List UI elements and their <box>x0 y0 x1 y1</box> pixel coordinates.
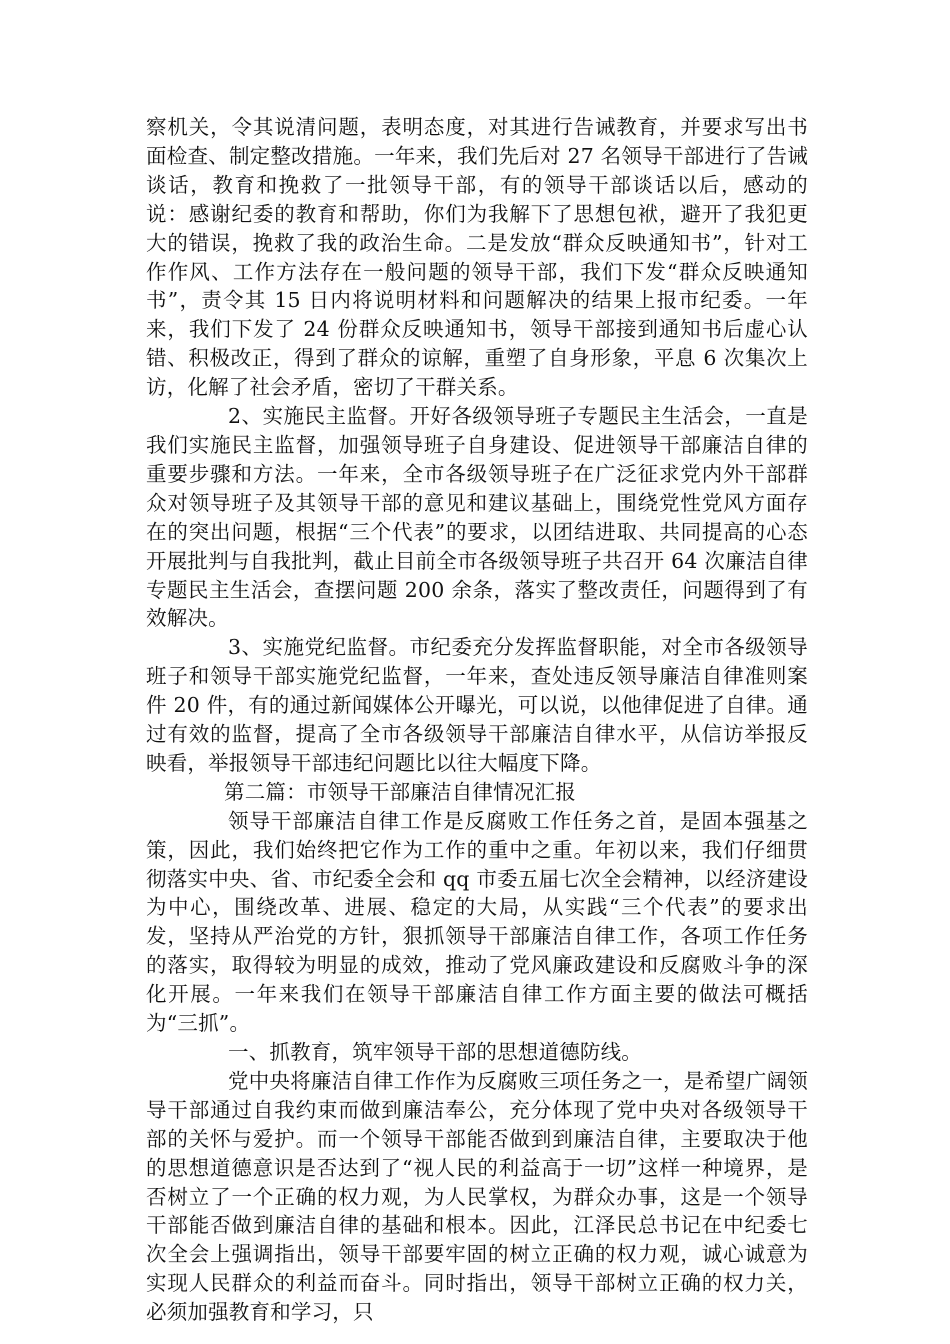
paragraph-7-central-committee: 党中央将廉洁自律工作作为反腐败三项任务之一，是希望广阔领导干部通过自我约束而做到廉洁奉公，充分体现了党中央对各级领导干部的关怀与爱护。而一个领导干部能否做到到廉洁自律，主要取决于他的思想道德意识是否达到了“视人民的利益高于一切”这样一种境界，是否树立了一个正确的权力观，为人民掌权，为群众办事，这是一个领导干部能否做到廉洁自律的基础和根本。因此，江泽民总书记在中纪委七次全会上强调指出，领导干部要牢固的树立正确的权力观，诚心诚意为实现人民群众的利益而奋斗。同时指出，领导干部树立正确的权力关，必须加强教育和学习，只 <box>146 1068 808 1325</box>
paragraph-2-democratic-supervision: 2、实施民主监督。开好各级领导班子专题民主生活会，一直是我们实施民主监督，加强领导班子自身建设、促进领导干部廉洁自律的重要步骤和方法。一年来，全市各级领导班子在广泛征求党内外干部群众对领导班子及其领导干部的意见和建议基础上，围绕党性党风方面存在的突出问题，根据“三个代表”的要求，以团结进取、共同提高的心态开展批判与自我批判，截止目前全市各级领导班子共召开 64 次廉洁自律专题民主生活会，查摆问题 200 余条，落实了整改责任，问题得到了有效解决。 <box>146 404 808 631</box>
paragraph-5-introduction: 领导干部廉洁自律工作是反腐败工作任务之首，是固本强基之策，因此，我们始终把它作为工作的重中之重。年初以来，我们仔细贯彻落实中央、省、市纪委全会和 qq 市委五届七次全会精神，以经济建设为中心，围绕改革、进展、稳定的大局，从实践“三个代表”的要求出发，坚持从严治党的方针，狠抓领导干部廉洁自律工作，各项工作任务的落实，取得较为明显的成效，推动了党风廉政建设和反腐败斗争的深化开展。一年来我们在领导干部廉洁自律工作方面主要的做法可概括为“三抓”。 <box>146 808 808 1036</box>
section-heading-part-two: 第二篇：市领导干部廉洁自律情况汇报 <box>224 779 576 804</box>
paragraph-3-party-discipline: 3、实施党纪监督。市纪委充分发挥监督职能，对全市各级领导班子和领导干部实施党纪监督，一年来，查处违反领导廉洁自律准则案件 20 件，有的通过新闻媒体公开曝光，可以说，以他律促进了自律。通过有效的监督，提高了全市各级领导干部廉洁自律水平，从信访举报反映看，举报领导干部违纪问题比以往大幅度下降。 <box>146 635 808 775</box>
paragraph-1: 察机关，令其说清问题，表明态度，对其进行告诫教育，并要求写出书面检查、制定整改措施。一年来，我们先后对 27 名领导干部进行了告诫谈话，教育和挽救了一批领导干部，有的领导干部谈话以后，感动的说：感谢纪委的教育和帮助，你们为我解下了思想包袱，避开了我犯更大的错误，挽救了我的政治生命。二是发放“群众反映通知书”，针对工作作风、工作方法存在一般问题的领导干部，我们下发“群众反映通知书”，责令其 15 日内将说明材料和问题解决的结果上报市纪委。一年来，我们下发了 24 份群众反映通知书，领导干部接到通知书后虚心认错、积极改正，得到了群众的谅解，重塑了自身形象，平息 6 次集次上访，化解了社会矛盾，密切了干群关系。 <box>146 115 808 400</box>
document-body <box>146 113 808 1327</box>
subheading-education: 一、抓教育，筑牢领导干部的思想道德防线。 <box>228 1040 642 1064</box>
